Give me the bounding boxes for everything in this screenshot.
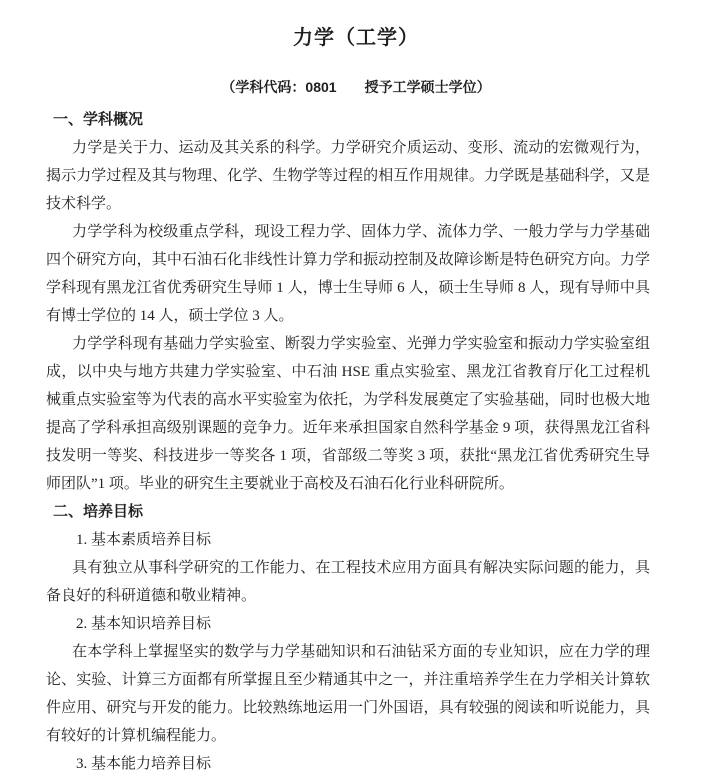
overview-paragraph-2: 力学学科为校级重点学科，现设工程力学、固体力学、流体力学、一般力学与力学基础四个研究方向，其中石油石化非线性计算力学和振动控制及故障诊断是特色研究方向。力学学科现有黑龙江省优秀研究生导师 1 人，博士生导师 6 人，硕士生导师 8 人，现有导师中具有博士学位的 14 人，硕士学位 3 人。 — [46, 224, 650, 324]
goal-item-1-label: 1. 基本素质培养目标 — [76, 532, 212, 548]
document-title: 力学（工学） — [293, 27, 419, 49]
section-heading-overview: 一、学科概况 — [53, 111, 144, 128]
document-subtitle: （学科代码：0801 授予工学硕士学位） — [221, 79, 491, 95]
document-body — [46, 106, 650, 778]
goal-item-2-body: 在本学科上掌握坚实的数学与力学基础知识和石油钻采方面的专业知识，应在力学的理论、实验、计算三方面都有所掌握且至少精通其中之一，并注重培养学生在力学相关计算软件应用、研究与开发的能力。比较熟练地运用一门外国语，具有较强的阅读和听说能力，具有较好的计算机编程能力。 — [46, 644, 650, 744]
section-heading-goals: 二、培养目标 — [53, 503, 144, 520]
overview-paragraph-3: 力学学科现有基础力学实验室、断裂力学实验室、光弹力学实验室和振动力学实验室组成，以中央与地方共建力学实验室、中石油 HSE 重点实验室、黑龙江省教育厅化工过程机械重点实验室等为代表的高水平实验室为依托，为学科发展奠定了实验基础，同时也极大地提高了学科承担高级别课题的竞争力。近年来承担国家自然科学基金 9 项，获得黑龙江省科技发明一等奖、科技进步一等奖各 1 项，省部级二等奖 3 项，获批“黑龙江省优秀研究生导师团队”1 项。毕业的研究生主要就业于高校及石油石化行业科研院所。 — [46, 336, 650, 492]
goal-item-1-body: 具有独立从事科学研究的工作能力、在工程技术应用方面具有解决实际问题的能力，具备良好的科研道德和敬业精神。 — [46, 560, 650, 604]
overview-paragraph-1: 力学是关于力、运动及其关系的科学。力学研究介质运动、变形、流动的宏微观行为，揭示力学过程及其与物理、化学、生物学等过程的相互作用规律。力学既是基础科学，又是技术科学。 — [46, 140, 650, 212]
goal-item-2-label: 2. 基本知识培养目标 — [76, 616, 212, 632]
goal-item-3-label: 3. 基本能力培养目标 — [76, 756, 212, 772]
